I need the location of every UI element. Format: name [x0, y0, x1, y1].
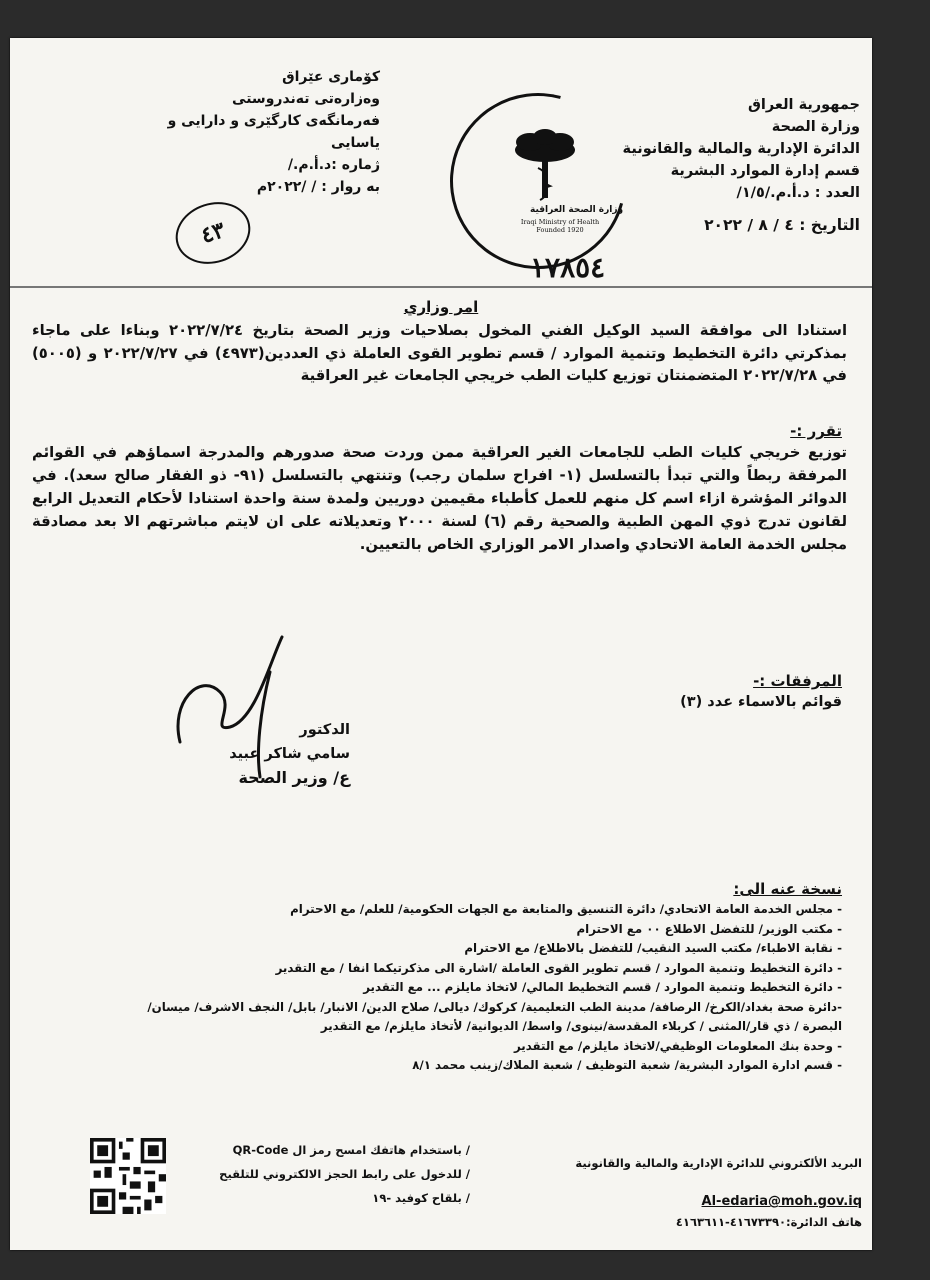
directorate-name-kurdish: فەرمانگەی کارگێری و دارایی و یاسایی — [167, 113, 380, 151]
qr-code-icon[interactable] — [90, 1138, 166, 1214]
copy-item: - مكتب الوزير/ للتفضل الاطلاع ٠٠ مع الاحترام — [576, 921, 842, 936]
footer-contact — [572, 1153, 862, 1232]
signatory-role: ع/ وزير الصحة — [238, 768, 350, 787]
department-name: قسم إدارة الموارد البشرية — [670, 163, 860, 179]
signatory-title: الدكتور — [299, 722, 350, 738]
decision-heading: تقرر :- — [790, 422, 842, 440]
phone-number: هاتف الدائرة:٤١٦٧٣٣٩٠-٤١٦٣٦١١ — [675, 1215, 862, 1229]
email-link[interactable]: Al-edaria@moh.gov.iq — [701, 1194, 862, 1209]
circled-handwritten-mark: ٤٣ — [168, 193, 259, 274]
copy-item: -دائرة صحة بغداد/الكرخ/ الرصافة/ مدينة الطب التعليمية/ كركوك/ ديالى/ صلاح الدين/ الانبار/ بابل/ النجف الاشرف/ ميسان/ — [147, 999, 842, 1014]
handwritten-number: ١٧٨٥٤ — [530, 251, 606, 284]
copy-item: البصرة / ذي قار/المثنى / كربلاء المقدسة/نينوى/ واسط/ الديوانية/ لأتخاذ مايلزم/ مع التقدير — [320, 1019, 842, 1033]
copies-list — [32, 900, 842, 1076]
document-date: التاريخ : ٤ / ٨ / ٢٠٢٢ — [704, 216, 860, 234]
copy-item: - وحدة بنك المعلومات الوظيفي/لاتخاذ مايلزم/ مع التقدير — [513, 1038, 842, 1053]
ministry-name: وزارة الصحة — [771, 119, 860, 135]
document-page — [10, 38, 872, 1250]
signature-block — [160, 718, 350, 790]
attachments-value: قوائم بالاسماء عدد (٣) — [680, 694, 842, 710]
qr-instructions — [180, 1138, 470, 1210]
country-name-kurdish: كۆماری عێراق — [282, 69, 380, 85]
copies-heading: نسخة عنه الى: — [733, 880, 842, 898]
document-date-kurdish: بە روار : / /٢٠٢٢م — [256, 179, 380, 195]
ministry-logo — [440, 93, 670, 283]
attachments-heading: المرفقات :- — [753, 672, 842, 690]
copy-item: - دائرة التخطيط وتنمية الموارد / قسم التخطيط المالي/ لاتخاذ مايلزم ... مع التقدير — [363, 980, 842, 994]
copy-item: - مجلس الخدمة العامة الاتحادي/ دائرة التنسيق والمتابعة مع الجهات الحكومية/ للعلم/ مع الاحترام — [290, 902, 842, 916]
email-label: البريد الألكتروني للدائرة الإدارية والمالية والقانونية — [575, 1156, 862, 1170]
copy-item: - نقابة الاطباء/ مكتب السيد النقيب/ للتفضل بالاطلاع/ مع الاحترام — [464, 941, 842, 955]
qr-note-line: / بلقاح كوفيد -١٩ — [372, 1191, 470, 1205]
document-number-kurdish: ژمارە :د.أ.م./ — [287, 157, 380, 173]
order-title: امر وزاري — [403, 298, 479, 316]
qr-note-line: / للدخول على رابط الحجز الالكتروني للتلقيح — [219, 1167, 470, 1181]
header-left — [160, 66, 380, 198]
logo-founded: Founded 1920 — [536, 226, 584, 234]
decision-body: توزيع خريجي كليات الطب للجامعات الغير العراقية ممن وردت صحة صدورهم والمدرجة اسماؤهم في القوائم المرفقة ربطاً والتي تبدأ بالتسلسل (١- افراح سلمان رجب) وتنتهي بالتسلسل (٩١- ذو الفقار صالح سعد). في الدوائر المؤشرة ازاء اسم كل منهم للعمل كأطباء مقيمين دوريين ولمدة سنة واحدة استنادا لأحكام التعديل الرابع لقانون تدرج ذوي المهن الطبية والصحية رقم (٦) لسنة ٢٠٠٠ وتعديلاته على ان لايتم مباشرتهم الا بعد مصادقة مجلس الخدمة العامة الاتحادي واصدار الامر الوزاري الخاص بالتعيين. — [32, 444, 847, 553]
copy-item: - قسم ادارة الموارد البشرية/ شعبة التوظيف / شعبة الملاك/زينب محمد ٨/١ — [412, 1058, 842, 1072]
palm-tree-icon — [500, 128, 590, 208]
logo-arabic-name: وزارة الصحة العراقية — [530, 205, 624, 215]
directorate-name: الدائرة الإدارية والمالية والقانونية — [622, 141, 860, 157]
qr-note-line: / باستخدام هاتفك امسح رمز ال QR-Code — [232, 1143, 470, 1157]
logo-english-name: Iraqi Ministry of Health Founded 1920 — [515, 218, 605, 234]
order-preamble: استنادا الى موافقة السيد الوكيل الفني المخول بصلاحيات وزير الصحة بتاريخ ٢٠٢٢/٧/٢٤ وبناءا على ماجاء بمذكرتي دائرة التخطيط وتنمية الموارد / قسم تطوير القوى العاملة ذي العددين(٤٩٧٣) في ٢٠٢٢/٧/٢٧ و (٥٠٠٥) في ٢٠٢٢/٧/٢٨ المتضمنتان توزيع كليات الطب خريجي الجامعات غير العراقية — [32, 322, 848, 384]
ministry-name-kurdish: وەزارەتی تەندروستی — [232, 91, 380, 107]
country-name: جمهورية العراق — [747, 97, 860, 113]
email-wrapper — [572, 1191, 862, 1212]
copy-item: - دائرة التخطيط وتنمية الموارد / قسم تطوير القوى العاملة /اشارة الى مذكرتيكما انفا / مع التقدير — [275, 960, 842, 975]
document-number: العدد : د.أ.م./١/٥/ — [736, 185, 860, 201]
signatory-name: سامي شاكر عبيد — [229, 746, 350, 762]
header-divider — [10, 286, 872, 288]
